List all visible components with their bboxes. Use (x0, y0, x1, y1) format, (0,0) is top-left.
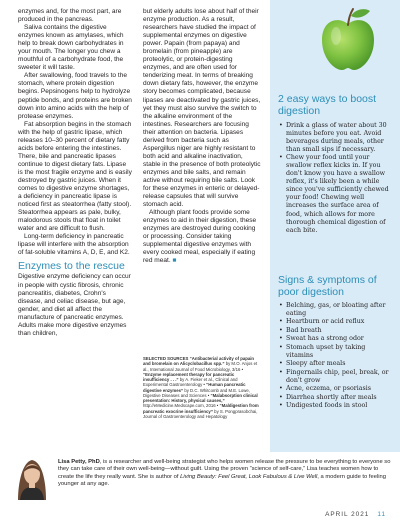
author-name: Lisa Petty, PhD (58, 459, 100, 465)
section-heading: Enzymes to the rescue (18, 260, 125, 273)
source-item: “Maldigestion from pancreatic exocrine insufficiency” by S. Pongprasobchai, Journal of Gastroenterology and Hepatology (143, 403, 259, 419)
paragraph: Digestive enzyme deficiency can occur in people with cystic fibrosis, chronic pancreatitis, diabetes, Crohn's disease, and celiac disease, but age, gender, and diet all affect the manufacture of pancreatic enzymes. Adults make more digestive enzymes than children, (18, 273, 131, 337)
author-photo (12, 454, 52, 500)
author-bio (12, 454, 392, 502)
list-item: • Fingernails chip, peel, break, or don't grow (278, 369, 394, 385)
sidebar-heading-boost-digestion: 2 easy ways to boost digestion (278, 93, 377, 117)
page-footer (325, 511, 386, 518)
book-title: Living Beauty: Feel Great, Look Fabulous & Live Well (180, 473, 318, 480)
list-item: • Acne, eczema, or psoriasis (278, 385, 394, 393)
list-item: • Sweat has a strong odor (278, 335, 394, 343)
sidebar-heading-signs-symptoms: Signs & symptoms of poor digestion (278, 274, 377, 298)
bio-text: Lisa Petty, PhD, is a researcher and well-being strategist who helps women release the pressure to be everything to everyone so they can take care of their own well-being—without guilt. Using the proven “science of self-care,” Lisa teaches women how to create the life they really want. She is author of Living Beauty: Feel Great, Look Fabulous & Live Well, a modern guide to feeling younger at any age. (58, 459, 391, 487)
list-item: • Undigested foods in stool (278, 402, 394, 410)
article-column-1 (18, 8, 132, 338)
paragraph: Long-term deficiency in pancreatic lipase will interfere with the absorption of fat-soluble vitamins A, D, E, and K2. (18, 233, 130, 257)
end-mark-icon: ■ (172, 257, 177, 265)
list-item: • Diarrhea shortly after meals (278, 394, 394, 402)
paragraph (143, 209, 261, 265)
list-item: • Sleepy after meals (278, 360, 394, 368)
list-item: • Heartburn or acid reflux (278, 318, 394, 326)
paragraph: Saliva contains the digestive enzymes known as amylases, which help to break down carbohydrates in your mouth. The longer you chew a mouthful of a carbohydrate food, the sweeter it will taste. (18, 24, 124, 72)
paragraph: After swallowing, food travels to the stomach, where protein digestion begins. Pepsinogens help to hydrolyze peptide bonds, and proteins are broken down into amino acids with the help of protease enzymes. (18, 72, 132, 120)
tips-list (278, 122, 394, 235)
symptoms-list (278, 302, 394, 411)
paragraph: enzymes and, for the most part, are produced in the pancreas. (18, 8, 122, 24)
paragraph-text: Although plant foods provide some enzymes to aid in their digestion, these enzymes are destroyed during cooking or processing. Consider taking supplemental digestive enzymes with every cooked meal, especially if eating red meat. (143, 209, 257, 265)
list-item: • Belching, gas, or bloating after eating (278, 302, 394, 318)
sources-label: SELECTED SOURCES (143, 356, 189, 361)
apple-icon (318, 6, 378, 72)
source-item: “Enzyme replacement therapy for pancreatic insufficiency . . .” by A. Fieker et al., Clinical and Experimental Gastroenterology • (143, 371, 238, 388)
page-number: 11 (377, 511, 386, 518)
issue-date: APRIL 2021 (325, 511, 370, 518)
paragraph: but elderly adults lose about half of their enzyme production. As a result, researchers have studied the impact of supplemental enzymes on digestive power. Papain (from papaya) and bromelain (from pineapple) are proteolytic, or protein-digesting enzymes, and are often used for tenderizing meat. In terms of breaking down dietary fats, however, the enzyme story becomes complicated, because lipases are deactivated by gastric juices, yet they must also survive the switch to the alkaline environment of the intestines. Researchers are focusing their attention on bacteria. Lipases derived from bacteria such as Aspergillus niger are highly resistant to both acid and alkaline inactivation, stable in the presence of both proteolytic enzymes and bile salts, and remain active without requiring bile salts. Look for these enzymes in enteric or delayed-release capsules that will survive stomach acid. (143, 8, 261, 209)
list-item: • Chew your food until your swallow reflex kicks in. If you don't know you have a swallow reflex, it's likely been a while since you've sufficiently chewed your food! Chewing well increases the surface area of food, which allows for more thorough chemical digestion of each bite. (278, 154, 394, 234)
paragraph: Fat absorption begins in the stomach with the help of gastric lipase, which releases 10–30 percent of dietary fatty acids before entering the intestines. There, bile and pancreatic lipases continue to digest dietary fats. Lipase is the most fragile enzyme and is easily destroyed by gastric juices. When it comes to digestive enzyme shortages, a deficiency in pancreatic lipase is noticed first as steatorrhea (fatty stool). Steatorrhea appears as pale, bulky, malodorous stools that float in toilet water and are difficult to flush. (18, 120, 132, 233)
source-item: “Malabsorption clinical presentation: History, physical causes,” http://eMedicine.Medscape.com, 2016 • (143, 392, 258, 409)
list-item: • Bad breath (278, 327, 394, 335)
list-item: • Stomach upset by taking vitamins (278, 344, 394, 360)
article-column-2 (143, 8, 261, 266)
source-item: “Antibacterial activity of papain and bromelain on Alicyclobacillus spp.” by M.O. Anjos et al., International Journal of Food Microbiology, 3/16 • (143, 356, 258, 372)
source-item: “Human pancreatic digestive enzymes” by D.C. Whitcomb and M.E. Lowe, Digestive Diseases and Sciences • (143, 382, 250, 398)
selected-sources (143, 356, 261, 419)
list-item: • Drink a glass of water about 30 minutes before you eat. Avoid beverages during meals, other than small sips if necessary. (278, 122, 394, 154)
